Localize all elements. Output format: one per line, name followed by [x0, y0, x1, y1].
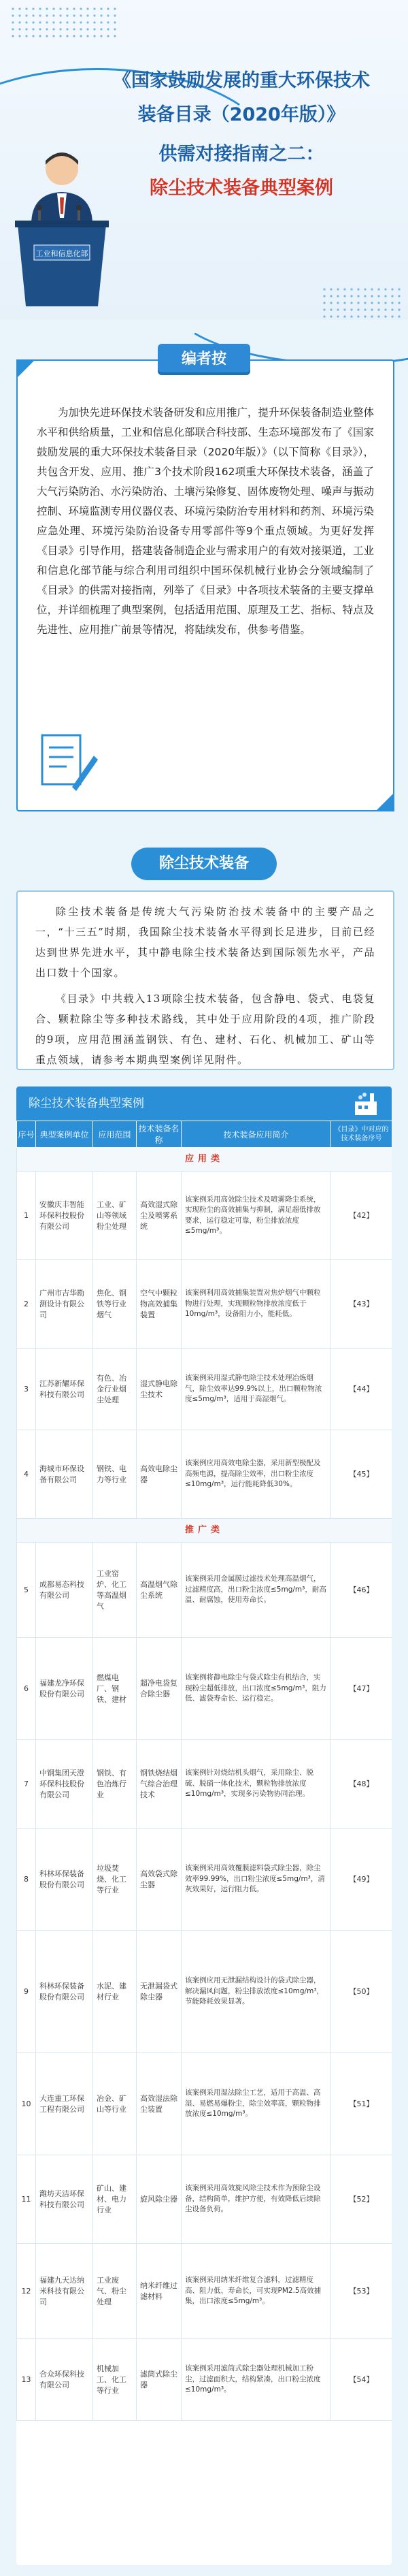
- row-ref: 【53】: [331, 2244, 392, 2339]
- row-name: 高效湿法除尘装置: [137, 2053, 182, 2155]
- row-desc: 该案例利用高效捕集装置对焦炉烟气中颗粒物进行处理，实现颗粒物排放浓度低于10mg/m³，设备阻力小，能耗低。: [182, 1260, 331, 1349]
- row-number: 11: [17, 2155, 36, 2244]
- row-ref: 【43】: [331, 1260, 392, 1349]
- dust-intro-section: [16, 890, 394, 1070]
- table-row: [17, 1430, 392, 1519]
- row-unit: 成都易态科技有限公司: [36, 1543, 93, 1638]
- row-desc: 该案例应用无泄漏结构设计的袋式除尘器，解决漏风问题，粉尘排放浓度≤10mg/m³，节能降耗效果显著。: [182, 1931, 331, 2053]
- table-title-bar: [16, 1086, 392, 1121]
- row-number: 1: [17, 1172, 36, 1260]
- row-name: 纳米纤维过滤材料: [137, 2244, 182, 2339]
- editor-note-text: 为加快先进环保技术装备研发和应用推广，提升环保装备制造业整体水平和供给质量，工业和信息化部联合科技部、生态环境部发布了《国家鼓励发展的重大环保技术装备目录（2020年版）》（以下简称《目录》），共包含开发、应用、推广3个技术阶段162项重大环保技术装备，涵盖了大气污染防治、水污染防治、土壤污染修复、固体废物处理、噪声与振动控制、环境监测专用仪器仪表、环境污染防治专用材料和药剂、环境污染应急处理、环境污染防治设备专用零部件等9个重点领域。为更好发挥《目录》引导作用，搭建装备制造企业与需求用户的有效对接渠道，工业和信息化部节能与综合利用司组织中国环保机械行业协会分领域编制了《目录》的供需对接指南，列举了《目录》中各项技术装备的主要支撑单位，并详细梳理了典型案例，包括适用范围、原理及工艺、指标、特点及先进性、应用推广前景等情况，将陆续发布，供参考借鉴。: [37, 406, 375, 636]
- category-row: [17, 1148, 392, 1172]
- row-desc: 该案例采用纳米纤维复合滤料，过滤精度高、阻力低、寿命长，可实现PM2.5高效捕集，出口浓度≤5mg/m³。: [182, 2244, 331, 2339]
- table-row: [17, 1931, 392, 2053]
- row-range: 垃圾焚烧、化工等行业: [93, 1829, 137, 1931]
- table-row: [17, 2053, 392, 2155]
- row-name: 高效湿式除尘及喷雾系统: [137, 1172, 182, 1260]
- row-ref: 【50】: [331, 1931, 392, 2053]
- row-range: 工业、矿山等领域粉尘处理: [93, 1172, 137, 1260]
- row-desc: 该案例针对烧结机头烟气，采用除尘、脱硫、脱硝一体化技术，颗粒物排放浓度≤10mg/m³，实现多污染物协同治理。: [182, 1740, 331, 1829]
- dust-section-label: 除尘技术装备: [131, 848, 277, 880]
- row-desc: 该案例采用高效旋风除尘技术作为预除尘设备，结构简单，维护方便，有效降低后续除尘设备负荷。: [182, 2155, 331, 2244]
- row-number: 10: [17, 2053, 36, 2155]
- row-unit: 潍坊天洁环保科技有限公司: [36, 2155, 93, 2244]
- row-number: 13: [17, 2339, 36, 2421]
- row-ref: 【49】: [331, 1829, 392, 1931]
- row-name: 超净电袋复合除尘器: [137, 1638, 182, 1740]
- row-name: 高温烟气除尘系统: [137, 1543, 182, 1638]
- row-ref: 【51】: [331, 2053, 392, 2155]
- row-range: 钢铁、电力等行业: [93, 1430, 137, 1519]
- row-name: 旋风除尘器: [137, 2155, 182, 2244]
- row-number: 8: [17, 1829, 36, 1931]
- row-desc: 该案例应用高效电除尘器，采用新型极配及高频电源，提高除尘效率，出口粉尘浓度≤10mg/m³，运行能耗降低30%。: [182, 1430, 331, 1519]
- table-row: [17, 2244, 392, 2339]
- table-row: [17, 1638, 392, 1740]
- row-unit: 江苏新耀环保科技有限公司: [36, 1349, 93, 1430]
- row-unit: 广州市吉华勘测设计有限公司: [36, 1260, 93, 1349]
- table-row: [17, 1543, 392, 1638]
- row-unit: 福建龙净环保股份有限公司: [36, 1638, 93, 1740]
- row-name: 滤筒式除尘器: [137, 2339, 182, 2421]
- row-range: 钢铁、有色冶炼行业: [93, 1740, 137, 1829]
- row-range: 工业窑炉、化工等高温烟气: [93, 1543, 137, 1638]
- row-range: 工业废气、粉尘处理: [93, 2244, 137, 2339]
- col-header: 应用范围: [93, 1121, 137, 1148]
- category-label: 应用类: [17, 1148, 392, 1172]
- row-range: 机械加工、化工等行业: [93, 2339, 137, 2421]
- row-desc: 该案例采用金属膜过滤技术处理高温烟气，过滤精度高，出口粉尘浓度≤5mg/m³，耐高温、耐腐蚀，使用寿命长。: [182, 1543, 331, 1638]
- row-unit: 海城市环保设备有限公司: [36, 1430, 93, 1519]
- document-pen-icon: [37, 728, 98, 796]
- row-number: 2: [17, 1260, 36, 1349]
- table-title: 除尘技术装备典型案例: [29, 1097, 144, 1110]
- editor-note-label: 编者按: [158, 344, 250, 375]
- case-table: [16, 1121, 392, 2421]
- factory-icon: [352, 1092, 379, 1116]
- row-name: 湿式静电除尘技术: [137, 1349, 182, 1430]
- row-range: 冶金、矿山等行业: [93, 2053, 137, 2155]
- row-number: 9: [17, 1931, 36, 2053]
- header-area: [0, 0, 408, 320]
- row-range: 焦化、钢铁等行业烟气: [93, 1260, 137, 1349]
- row-unit: 福建九天达纳米科技有限公司: [36, 2244, 93, 2339]
- dust-intro-para2: 《目录》中共载入13项除尘技术装备，包含静电、袋式、电袋复合、颗粒除尘等多种技术路线，其中处于应用阶段的4项，推广阶段的9项，应用范围涵盖钢铁、有色、建材、石化、机械加工、矿山等重点领域，请参考本期典型案例详见附件。: [35, 993, 375, 1066]
- row-ref: 【42】: [331, 1172, 392, 1260]
- row-unit: 科林环保装备股份有限公司: [36, 1829, 93, 1931]
- row-unit: 大连重工环保工程有限公司: [36, 2053, 93, 2155]
- row-unit: 合众环保科技有限公司: [36, 2339, 93, 2421]
- row-ref: 【46】: [331, 1543, 392, 1638]
- row-desc: 该案例采用湿式静电除尘技术处理冶炼烟气，除尘效率达99.9%以上，出口颗粒物浓度≤5mg/m³，适用于高湿烟气。: [182, 1349, 331, 1430]
- editor-note-section: [16, 359, 394, 811]
- table-row: [17, 1740, 392, 1829]
- dust-intro-para1: 除尘技术装备是传统大气污染防治技术装备中的主要产品之一，“十三五”时期，我国除尘技术装备水平得到长足进步，目前已经达到世界先进水平，其中静电除尘技术装备达到国际领先水平，产品出口数十个国家。: [35, 905, 375, 979]
- row-range: 燃煤电厂、钢铁、建材: [93, 1638, 137, 1740]
- title-line3: 供需对接指南之二：: [158, 144, 324, 165]
- category-label: 推广类: [17, 1519, 392, 1543]
- row-range: 矿山、建材、电力行业: [93, 2155, 137, 2244]
- row-unit: 中钢集团天澄环保科技股份有限公司: [36, 1740, 93, 1829]
- table-row: [17, 1349, 392, 1430]
- row-ref: 【45】: [331, 1430, 392, 1519]
- col-header: 技术装备应用简介: [182, 1121, 331, 1148]
- col-header: 序号: [17, 1121, 36, 1148]
- row-number: 5: [17, 1543, 36, 1638]
- col-header: 典型案例单位: [36, 1121, 93, 1148]
- row-ref: 【48】: [331, 1740, 392, 1829]
- table-row: [17, 2155, 392, 2244]
- table-row: [17, 1829, 392, 1931]
- table-row: [17, 1260, 392, 1349]
- row-number: 7: [17, 1740, 36, 1829]
- row-number: 6: [17, 1638, 36, 1740]
- row-desc: 该案例采用湿法除尘工艺，适用于高温、高湿、易燃易爆粉尘，除尘效率高，颗粒物排放浓度≤10mg/m³。: [182, 2053, 331, 2155]
- row-range: 有色、冶金行业烟尘处理: [93, 1349, 137, 1430]
- row-name: 钢铁烧结烟气综合治理技术: [137, 1740, 182, 1829]
- col-header: 《目录》中对应的技术装备序号: [331, 1121, 392, 1148]
- row-number: 3: [17, 1349, 36, 1430]
- case-table-section: [16, 1086, 392, 2565]
- row-desc: 该案例将静电除尘与袋式除尘有机结合，实现粉尘超低排放，出口浓度≤5mg/m³，阻力低、滤袋寿命长、运行稳定。: [182, 1638, 331, 1740]
- row-name: 空气中颗粒物高效捕集装置: [137, 1260, 182, 1349]
- category-row: [17, 1519, 392, 1543]
- title-line1: 《国家鼓励发展的重大环保技术: [113, 70, 370, 91]
- row-number: 12: [17, 2244, 36, 2339]
- row-ref: 【47】: [331, 1638, 392, 1740]
- row-desc: 该案例采用高效覆膜滤料袋式除尘器，除尘效率99.99%，出口粉尘浓度≤5mg/m³，清灰效果好，运行阻力低。: [182, 1829, 331, 1931]
- row-name: 高效袋式除尘器: [137, 1829, 182, 1931]
- row-ref: 【44】: [331, 1349, 392, 1430]
- table-row: [17, 1172, 392, 1260]
- row-unit: 安徽庆丰智能环保科技股份有限公司: [36, 1172, 93, 1260]
- row-unit: 科林环保装备股份有限公司: [36, 1931, 93, 2053]
- podium-text: 工业和信息化部: [35, 249, 88, 258]
- row-ref: 【52】: [331, 2155, 392, 2244]
- row-name: 高效电除尘器: [137, 1430, 182, 1519]
- speaker-podium-icon: [11, 143, 113, 313]
- row-name: 无泄漏袋式除尘器: [137, 1931, 182, 2053]
- row-number: 4: [17, 1430, 36, 1519]
- row-ref: 【54】: [331, 2339, 392, 2421]
- row-desc: 该案例采用高效除尘技术及喷雾降尘系统，实现粉尘的高效捕集与抑制，满足超低排放要求，运行稳定可靠，粉尘排放浓度≤5mg/m³。: [182, 1172, 331, 1260]
- title-line2: 装备目录（2020年版）》: [137, 104, 345, 125]
- decor-dots: [10, 5, 118, 39]
- title-line4: 除尘技术装备典型案例: [150, 178, 333, 199]
- row-range: 水泥、建材行业: [93, 1931, 137, 2053]
- col-header: 技术装备名称: [137, 1121, 182, 1148]
- row-desc: 该案例采用滤筒式除尘器处理机械加工粉尘，过滤面积大，结构紧凑，出口粉尘浓度≤10mg/m³。: [182, 2339, 331, 2421]
- table-row: [17, 2339, 392, 2421]
